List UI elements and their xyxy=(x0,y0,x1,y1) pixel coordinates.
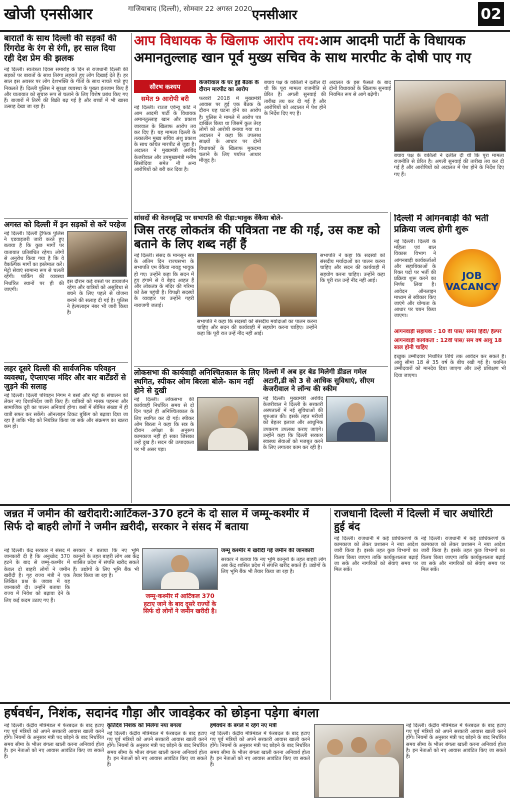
capital-body-cont: नई दिल्ली। राजधानी में कई प्राधिकरणों के कामकाज को लेकर प्रशासन ने नया आदेश जारी किया है। इसके तहत कुछ विभागों का विलय किया जाएगा ताकि कार्यकुशलता बढ़ाई जा सके और नागरिकों को सेवाएं समय पर मिल सकें। xyxy=(421,536,505,574)
hospital-body: नई दिल्ली। मुख्यमंत्री अरविंद केजरीवाल ने दिल्ली के सरकारी अस्पतालों में नई सुविधाओं की शुरुआत की। इसके तहत मरीजों को बेहतर इलाज और आधुनिक उपकरण उपलब्ध कराए जाएंगे। उन्होंने कहा कि दिल्ली सरकार स्वास्थ्य सेवाओं को मजबूत करने के लिए लगातार काम कर रही है। xyxy=(263,395,323,452)
sansad-headline: जिस तरह लोकतंत्र की पवित्रता नष्ट की गई, उस कष्ट को बताने के लिए शब्द नहीं हैं xyxy=(134,223,380,251)
bungalow-col-1 xyxy=(4,723,104,798)
ministers-photo xyxy=(314,724,404,798)
sansad-kicker: सांसदों की वेतनवृद्धि पर सभापति की पीड़ा:भावुक वेंकैया बोले- xyxy=(134,214,284,222)
lead-headline-line-2: अमानतुल्लाह खान पूर्व मुख्य सचिव के साथ मारपीट के दोषी पाए गए xyxy=(134,50,472,66)
jobs-headline: दिल्ली में आंगनबाड़ी की भर्ती प्रक्रिया जल्द होगी शुरू xyxy=(394,214,489,235)
sansad-article xyxy=(134,214,388,364)
kejriwal-photo xyxy=(326,396,388,442)
capital-headline: राजधानी दिल्ली में दिल्ली में चार अधोरिटी हुई बंद xyxy=(334,508,493,533)
left-lower-headline: लहर दूसरे दिल्ली की सार्वजनिक परिवहन व्यवस्था, ऐप्लाएप्स मंदिर और बार बार्टेंडरों से जुड़ने की सलाह xyxy=(4,364,126,391)
left-mid-article xyxy=(4,220,128,360)
capital-article xyxy=(334,508,506,700)
lead-col-2 xyxy=(199,80,261,210)
issue-date: गाजियाबाद (दिल्ली), सोमवार 22 अगस्त 2020 xyxy=(128,5,253,13)
lead-byline: समेत 9 आरोपी बरी xyxy=(141,95,189,103)
masthead xyxy=(0,0,510,32)
left-mid-body: नई दिल्ली। दिल्ली ट्रैफिक पुलिस ने एडवाइजरी जारी करते हुए बताया है कि कुछ मार्गों पर यातायात प्रतिबंधित रहेगा। लोगों से अनुरोध किया गया है कि वे वैकल्पिक मार्गों का इस्तेमाल करें। मेट्रो सेवाएं सामान्य रूप से चलती रहेंगी। पार्किंग की व्यवस्था निर्धारित स्थानों पर ही की जाएगी। xyxy=(4,231,64,293)
jk-center-col xyxy=(142,548,218,698)
sansad-body: नई दिल्ली। संसद के मानसून सत्र के अंतिम दिन राज्यसभा के सभापति एम वेंकैया नायडू भावुक हो गए। उन्होंने कहा कि सदन में हुए हंगामे से वे बेहद आहत हैं और लोकतंत्र के मंदिर की गरिमा को ठेस पहुंची है। विपक्षी सदस्यों के व्यवहार पर उन्होंने गहरी नाराजगी जताई। xyxy=(134,253,194,309)
left-top-article xyxy=(4,34,128,214)
jk-col-2 xyxy=(73,548,139,698)
lead-col-4 xyxy=(329,80,391,210)
left-mid-headline: अगस्त को दिल्ली में इन सड़कों से करें परहेज xyxy=(4,220,126,229)
jk-body-cont: सरकार ने बताया कि नए भूमि कानूनों के तहत बाहरी लोग अब केंद्र शासित प्रदेश में संपत्ति खरीद सकते हैं। उद्योगों के लिए भूमि बैंक भी तैयार किया जा रहा है। xyxy=(73,548,139,579)
column-divider xyxy=(330,508,331,700)
om-birla-photo xyxy=(197,397,259,451)
jobs-subhead-1: आंगनवाड़ी सहायक : 10 वीं पास/ समेत हिंदी/ हैल्पर xyxy=(394,329,502,335)
job-vacancy-graphic xyxy=(439,239,505,327)
column-divider xyxy=(131,33,132,503)
jobs-body-2: इच्छुक उम्मीदवार निर्धारित तिथि तक आवेदन कर सकते हैं। आयु सीमा 18 से 35 वर्ष के बीच रखी गई है। चयनित उम्मीदवारों को मानदेय दिया जाएगा और उन्हें प्रशिक्षण भी दिया जाएगा। xyxy=(394,354,506,379)
jobs-body: नई दिल्ली। दिल्ली के महिला एवं बाल विकास विभाग ने आंगनबाड़ी कार्यकर्ताओं और सहायिकाओं के रिक्त पदों पर भर्ती की प्रक्रिया शुरू करने का निर्णय लिया है। आवेदन ऑनलाइन माध्यम से स्वीकार किए जाएंगे और योग्यता के आधार पर चयन किया जाएगा। xyxy=(394,239,436,320)
jk-body: नई दिल्ली। केंद्र सरकार ने संसद में जानकारी दी है कि अनुच्छेद 370 हटने के बाद से जम्मू-कश्मीर में केवल दो बाहरी लोगों ने जमीन खरीदी है। गृह राज्य मंत्री ने एक लिखित प्रश्न के जवाब में यह जानकारी दी। उन्होंने बताया कि राज्य में निवेश को बढ़ावा देने के लिए कई कदम उठाए गए हैं। xyxy=(4,548,70,604)
lead-headline-part-2: आम आदमी पार्टी के विधायक xyxy=(319,33,466,49)
bungalow-body-cont-2: नई दिल्ली। केंद्रीय मंत्रिमंडल में फेरबदल के बाद हटाए गए पूर्व मंत्रियों को अपने सरकारी आवास खाली करने होंगे। नियमों के अनुसार मंत्री पद छोड़ने के बाद निर्धारित समय सीमा के भीतर बंगला खाली करना अनिवार्य होता है। इन नेताओं को नए आवास आवंटित किए जा सकते हैं। xyxy=(210,731,310,769)
left-lower-article xyxy=(4,364,128,502)
brand-name: खोजी एनसीआर xyxy=(4,5,93,23)
jk-quote: जम्मू-कश्मीर में आर्टिकल 370 हटाए जाने के बाद दूसरे राज्यों के सिर्फ दो लोगों ने जमीन खरीदी है। xyxy=(143,593,217,615)
jk-subhead: जम्मू कश्मीर में खरीदी गई जमीन की जानकारी xyxy=(221,548,314,554)
lead-badge: सौरभ कश्यप xyxy=(134,80,196,93)
bungalow-subhead-2: हर्षवर्धन के बंगले में रहेंगे नए मंत्री xyxy=(210,723,277,729)
sansad-body-2: सभापति ने कहा कि सदस्यों को संसदीय मर्यादाओं का पालन करना चाहिए और सदन की कार्यवाही में सहयोग करना चाहिए। उन्होंने कहा कि पूरी रात उन्हें नींद नहीं आई। xyxy=(197,319,317,338)
jobs-subhead-2: आंगनवाड़ी कार्यकर्ता : 12वीं पास/ सम वर्ष आयु 18 साल होनी चाहिए xyxy=(394,338,502,351)
jk-col-1 xyxy=(4,548,70,698)
bungalow-headline: हर्षवर्धन, निशंक, सदानंद गौड़ा और जावड़ेकर को छोड़ना पड़ेगा बंगला xyxy=(4,705,319,720)
left-mid-side-body: इस दौरान कई रास्तों पर डायवर्जन रहेगा और यात्रियों को असुविधा से बचने के लिए पहले से योजना बनाने की सलाह दी गई है। पुलिस ने हेल्पलाइन नंबर भी जारी किया है। xyxy=(67,279,128,317)
bungalow-col-2 xyxy=(107,723,207,798)
bungalow-body-end: नई दिल्ली। केंद्रीय मंत्रिमंडल में फेरबदल के बाद हटाए गए पूर्व मंत्रियों को अपने सरकारी आवास खाली करने होंगे। नियमों के अनुसार मंत्री पद छोड़ने के बाद निर्धारित समय सीमा के भीतर बंगला खाली करना अनिवार्य होता है। इन नेताओं को नए आवास आवंटित किए जा सकते हैं। xyxy=(406,723,506,761)
section-title: एनसीआर xyxy=(252,8,298,23)
divider xyxy=(0,504,510,506)
left-top-headline: बारातों के साथ दिल्ली की सड़कों की रिंगरोड के रंग से रंगी, हर साल दिया रही देश प्रेम की झलक xyxy=(4,34,117,64)
lead-subhead: केजरीवाल के घर हुई बैठक के दौरान मारपीट का आरोप xyxy=(199,80,259,93)
bungalow-col-5 xyxy=(406,723,506,798)
loksabha-headline: लोकसभा की कार्यवाही अनिश्चितकाल के लिए स्थगित, स्पीकर ओम बिरला बोले- काम नहीं होने से दुखी xyxy=(134,368,260,395)
lead-col-5 xyxy=(394,153,504,210)
left-top-body: नई दिल्ली। स्वतंत्रता दिवस समारोह के दिन से राजधानी दिल्ली की सड़कों पर बारातों के साथ तिरंगा लहराते हुए लोग दिखाई देते हैं। हर साल इस अवसर पर लोग देशभक्ति के गीतों के साथ नाचते गाते हुए निकलते हैं। दिल्ली पुलिस ने सुरक्षा व्यवस्था के पुख्ता इंतजाम किए हैं और यातायात को सुचारु रूप से चलाने के लिए विशेष प्रबंध किए गए हैं। बाजारों में तिरंगे की बिक्री बढ़ गई है और बच्चों में भी खासा उत्साह देखा जा रहा है। xyxy=(4,67,128,111)
sansad-body-cont: सभापति ने कहा कि सदस्यों को संसदीय मर्यादाओं का पालन करना चाहिए और सदन की कार्यवाही में सहयोग करना चाहिए। उन्होंने कहा कि पूरी रात उन्हें नींद नहीं आई। xyxy=(320,253,385,284)
left-lower-body: नई दिल्ली। दिल्ली परिवहन निगम ने बसों और मेट्रो के संचालन को लेकर नए दिशानिर्देश जारी किए हैं। यात्रियों को मास्क पहनना और सामाजिक दूरी का पालन अनिवार्य होगा। बसों में सीमित संख्या में ही यात्री सफर कर सकेंगे। ऑनलाइन टिकट बुकिंग को बढ़ावा दिया जा रहा है ताकि भीड़ को नियंत्रित किया जा सके और संक्रमण का खतरा कम हो। xyxy=(4,393,128,431)
lead-body-a-cont: बचाव पक्ष के वकीलों ने दलील दी थी कि पूरा मामला राजनीति से प्रेरित है। अगली सुनवाई की तारीख तय कर दी गई है और आरोपियों को अदालत में पेश होने के निर्देश दिए गए हैं। xyxy=(394,153,504,178)
traffic-photo xyxy=(67,231,127,277)
lead-headline-block xyxy=(134,33,506,77)
column-divider xyxy=(390,212,391,502)
lead-body-d: अदालत के इस फैसले के बाद दोनों विधायकों के खिलाफ सुनवाई नियमित रूप से आगे बढ़ेगी। xyxy=(329,80,391,99)
minister-photo xyxy=(142,548,218,590)
divider xyxy=(4,218,128,219)
lead-col-1 xyxy=(134,80,196,210)
politician-photo xyxy=(394,80,506,152)
bungalow-body: नई दिल्ली। केंद्रीय मंत्रिमंडल में फेरबदल के बाद हटाए गए पूर्व मंत्रियों को अपने सरकारी आवास खाली करने होंगे। नियमों के अनुसार मंत्री पद छोड़ने के बाद निर्धारित समय सीमा के भीतर बंगला खाली करना अनिवार्य होता है। इन नेताओं को नए आवास आवंटित किए जा सकते हैं। xyxy=(4,723,104,761)
venkaiah-photo xyxy=(197,253,317,317)
lead-col-3 xyxy=(264,80,326,210)
jk-body-2: सरकार ने बताया कि नए भूमि कानूनों के तहत बाहरी लोग अब केंद्र शासित प्रदेश में संपत्ति खरीद सकते हैं। उद्योगों के लिए भूमि बैंक भी तैयार किया जा रहा है। xyxy=(221,557,326,576)
bungalow-headline-block xyxy=(4,705,506,721)
divider xyxy=(4,362,128,363)
lead-body-c: बचाव पक्ष के वकीलों ने दलील दी थी कि पूरा मामला राजनीति से प्रेरित है। अगली सुनवाई की तारीख तय कर दी गई है और आरोपियों को अदालत में पेश होने के निर्देश दिए गए हैं। xyxy=(264,80,326,118)
divider xyxy=(134,366,388,367)
bungalow-body-cont: नई दिल्ली। केंद्रीय मंत्रिमंडल में फेरबदल के बाद हटाए गए पूर्व मंत्रियों को अपने सरकारी आवास खाली करने होंगे। नियमों के अनुसार मंत्री पद छोड़ने के बाद निर्धारित समय सीमा के भीतर बंगला खाली करना अनिवार्य होता है। इन नेताओं को नए आवास आवंटित किए जा सकते हैं। xyxy=(107,731,207,769)
jobs-article xyxy=(394,214,506,502)
page-number: 02 xyxy=(478,2,504,26)
jk-headline-block xyxy=(4,508,326,544)
jk-col-4 xyxy=(221,548,326,698)
hospital-headline: दिल्ली में अब हर बेड मिलेगी डीडल गमेल अटारी,डी को 3 से आधिक सुविधाएं, सीएम केजरीवाल ने लॉन्च की स्कीम xyxy=(263,368,375,393)
hospital-article xyxy=(263,368,388,502)
loksabha-body: नई दिल्ली। लोकसभा की कार्यवाही निर्धारित समय से दो दिन पहले ही अनिश्चितकाल के लिए स्थगित कर दी गई। स्पीकर ओम बिरला ने कहा कि सत्र के दौरान अपेक्षा के अनुरूप कामकाज नहीं हो सका जिसका उन्हें दुख है। सदन की उत्पादकता पर भी असर पड़ा। xyxy=(134,397,194,453)
divider xyxy=(0,702,510,704)
job-vacancy-logo-text: JOB VACANCY xyxy=(445,271,499,293)
lead-body-b: फरवरी 2018 में मुख्यमंत्री आवास पर हुई एक बैठक के दौरान यह घटना होने का आरोप है। पुलिस ने मामले में आरोप पत्र दाखिल किया था जिसमें कुल तेरह लोगों को आरोपी बनाया गया था। अदालत ने कहा कि उपलब्ध साक्ष्यों के आधार पर दोनों विधायकों के खिलाफ मुकदमा चलाने के लिए पर्याप्त आधार मौजूद है। xyxy=(199,96,261,165)
divider xyxy=(134,212,388,213)
lead-body-a: नई दिल्ली। राउज एवेन्यू कोर्ट ने आम आदमी पार्टी के विधायक अमानतुल्लाह खान और प्रकाश जारवाल के खिलाफ आरोप तय कर दिए हैं। यह मामला दिल्ली के तत्कालीन मुख्य सचिव अंशु प्रकाश के साथ कथित मारपीट से जुड़ा है। अदालत ने मुख्यमंत्री अरविंद केजरीवाल और उपमुख्यमंत्री मनीष सिसोदिया समेत नौ अन्य आरोपियों को बरी कर दिया है। xyxy=(134,105,196,174)
bungalow-col-3 xyxy=(210,723,310,798)
bungalow-subhead-1: कृतिदेव निशंक को मिलेगा नया बंगला xyxy=(107,723,182,729)
capital-body: नई दिल्ली। राजधानी में कई प्राधिकरणों के कामकाज को लेकर प्रशासन ने नया आदेश जारी किया है। इसके तहत कुछ विभागों का विलय किया जाएगा ताकि कार्यकुशलता बढ़ाई जा सके और नागरिकों को सेवाएं समय पर मिल सकें। xyxy=(334,536,418,574)
jk-headline: जन्नत में जमीन की खरीदारी:आर्टिकल-370 हटने के दो साल में जम्मू-कश्मीर में सिर्फ दो बाहरी लोगों ने जमीन ख़रीदी, सरकार ने संसद में बताया xyxy=(4,508,309,533)
lead-headline-part-1: आप विधायक के खिलाफ आरोप तय: xyxy=(134,33,320,49)
loksabha-article xyxy=(134,368,260,502)
